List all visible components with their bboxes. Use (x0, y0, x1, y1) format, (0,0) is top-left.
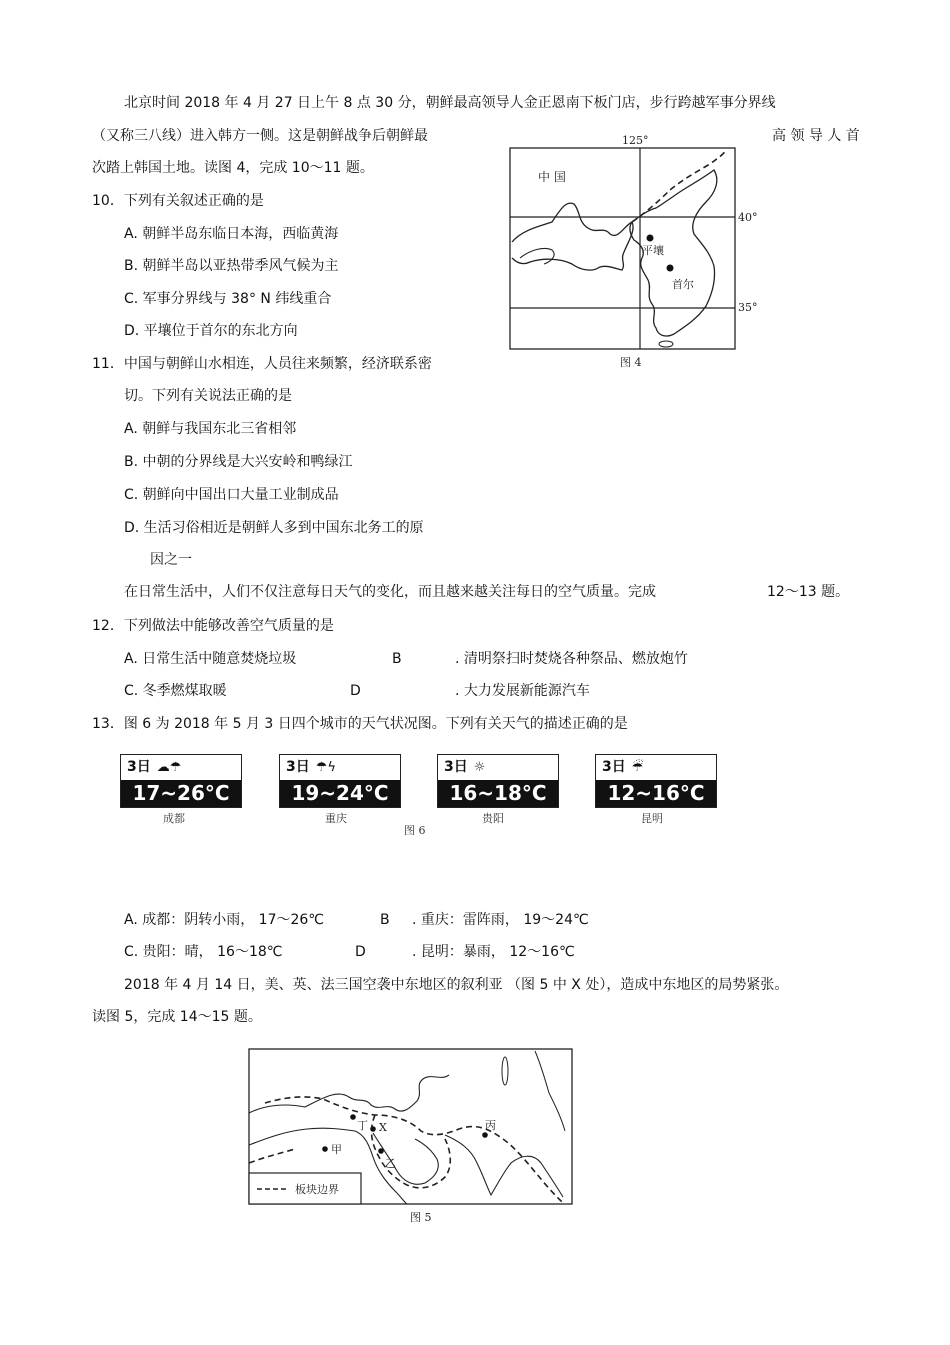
map5-label-x: X (379, 1121, 387, 1134)
q10-option-b: B. 朝鲜半岛以亚热带季风气候为主 (124, 258, 339, 274)
q11-option-a: A. 朝鲜与我国东北三省相邻 (124, 421, 297, 437)
map5-point-yi (378, 1148, 384, 1154)
map4-border-dashed (632, 150, 726, 222)
map5-label-bing: 丙 (485, 1119, 496, 1132)
q12-option-b-letter: B (392, 651, 402, 667)
map4-seoul-label: 首尔 (672, 278, 694, 291)
map4-seoul-dot (667, 265, 674, 272)
q13-option-d-letter: D (355, 944, 366, 960)
card-city-chongqing: 重庆 (325, 812, 347, 825)
weather-card-chengdu (120, 754, 242, 808)
q11-option-c: C. 朝鲜向中国出口大量工业制成品 (124, 487, 339, 503)
card-day: 3日 (444, 759, 468, 775)
q13-option-c: C. 贵阳：晴， 16～18℃ (124, 944, 283, 960)
map-figure-5 (245, 1045, 580, 1230)
intro14-line-1: 2018 年 4 月 14 日，美、英、法三国空袭中东地区的叙利亚 （图 5 中 X 处），造成中东地区的局势紧张。 (124, 977, 789, 993)
map5-legend-label: 板块边界 (295, 1183, 339, 1196)
map5-point-bing (482, 1132, 488, 1138)
map5-caption: 图 5 (410, 1211, 432, 1224)
intro-line-2-right: 高 领 导 人 首 (772, 128, 860, 144)
cloud-rain-icon: ☁☂ (156, 760, 182, 775)
map4-china-label: 中 国 (538, 170, 566, 184)
map5-point-x (370, 1126, 376, 1132)
map5-label-jia: 甲 (331, 1143, 342, 1156)
q13-stem: 13．图 6 为 2018 年 5 月 3 日四个城市的天气状况图。下列有关天气的描述正确的是 (92, 716, 628, 732)
intro12-left: 在日常生活中，人们不仅注意每日天气的变化，而且越来越关注每日的空气质量。完成 (124, 584, 656, 600)
heavy-rain-icon: ☔ (631, 760, 644, 775)
q13-option-a: A. 成都：阴转小雨， 17～26℃ (124, 912, 325, 928)
map4-lat40-label: 40° (738, 211, 758, 224)
map5-europe-coast (249, 1075, 449, 1113)
thunder-rain-icon: ☂ϟ (315, 760, 336, 775)
card-city-guiyang: 贵阳 (482, 812, 504, 825)
card-city-chengdu: 成都 (163, 812, 185, 825)
map4-lon-label: 125° (622, 134, 649, 147)
map5-label-yi: 乙 (385, 1157, 396, 1170)
sunny-icon: ☼ (473, 760, 486, 775)
intro12-right: 12～13 题。 (767, 584, 850, 600)
card-day: 3日 (602, 759, 626, 775)
intro-line-1: 北京时间 2018 年 4 月 27 日上午 8 点 30 分，朝鲜最高领导人金正恩南下板门店，步行跨越军事分界线 (124, 95, 776, 111)
intro14-line-2: 读图 5，完成 14～15 题。 (92, 1009, 262, 1025)
weather-card-guiyang (437, 754, 559, 808)
q10-option-a: A. 朝鲜半岛东临日本海，西临黄海 (124, 226, 339, 242)
q10-stem: 10．下列有关叙述正确的是 (92, 193, 264, 209)
card-city-kunming: 昆明 (641, 812, 663, 825)
map5-plate-boundary-3 (249, 1149, 295, 1163)
map4-lat35-label: 35° (738, 301, 758, 314)
q11-stem-1: 11．中国与朝鲜山水相连，人员往来频繁，经济联系密 (92, 356, 432, 372)
map5-point-ding (350, 1114, 356, 1120)
card-temp: 17~26°C (121, 780, 241, 807)
map5-island (502, 1057, 508, 1085)
map-figure-4 (500, 130, 770, 375)
q13-option-d: . 昆明：暴雨， 12～16℃ (412, 944, 575, 960)
q11-option-d-cont: 因之一 (150, 552, 192, 568)
card-temp: 12~16°C (596, 780, 716, 807)
card-temp: 16~18°C (438, 780, 558, 807)
card-day: 3日 (286, 759, 310, 775)
weather-card-chongqing (279, 754, 401, 808)
intro-line-3: 次踏上韩国土地。读图 4，完成 10～11 题。 (92, 160, 374, 176)
intro-line-2-left: （又称三八线）进入韩方一侧。这是朝鲜战争后朝鲜最 (92, 128, 428, 144)
card-temp: 19~24°C (280, 780, 400, 807)
map4-caption: 图 4 (620, 356, 642, 369)
q12-stem: 12．下列做法中能够改善空气质量的是 (92, 618, 334, 634)
map4-jeju (659, 341, 673, 347)
q13-option-b-letter: B (380, 912, 390, 928)
weather-card-kunming (595, 754, 717, 808)
q12-option-b: . 清明祭扫时焚烧各种祭品、燃放炮竹 (455, 651, 688, 667)
q12-option-d-letter: D (350, 683, 361, 699)
q11-stem-2: 切。下列有关说法正确的是 (124, 388, 292, 404)
map5-india-coast (445, 1135, 563, 1197)
q12-option-d: . 大力发展新能源汽车 (455, 683, 590, 699)
q12-option-a: A. 日常生活中随意焚烧垃圾 (124, 651, 297, 667)
map5-label-ding: 丁 (357, 1119, 368, 1132)
map4-coastline-china (512, 203, 633, 270)
card-day: 3日 (127, 759, 151, 775)
q12-option-c: C. 冬季燃煤取暖 (124, 683, 227, 699)
q13-option-b: . 重庆：雷阵雨， 19～24℃ (412, 912, 589, 928)
q11-option-d: D. 生活习俗相近是朝鲜人多到中国东北务工的原 (124, 520, 424, 536)
figure-6-caption: 图 6 (404, 824, 426, 837)
map4-shandong (520, 248, 554, 264)
q11-option-b: B. 中朝的分界线是大兴安岭和鸭绿江 (124, 454, 353, 470)
map5-point-jia (322, 1146, 328, 1152)
map5-east-coast (535, 1051, 565, 1131)
q10-option-c: C. 军事分界线与 38° N 纬线重合 (124, 291, 332, 307)
map4-pyongyang-label: 平壤 (642, 244, 664, 257)
map4-pyongyang-dot (647, 235, 654, 242)
q10-option-d: D. 平壤位于首尔的东北方向 (124, 323, 298, 339)
